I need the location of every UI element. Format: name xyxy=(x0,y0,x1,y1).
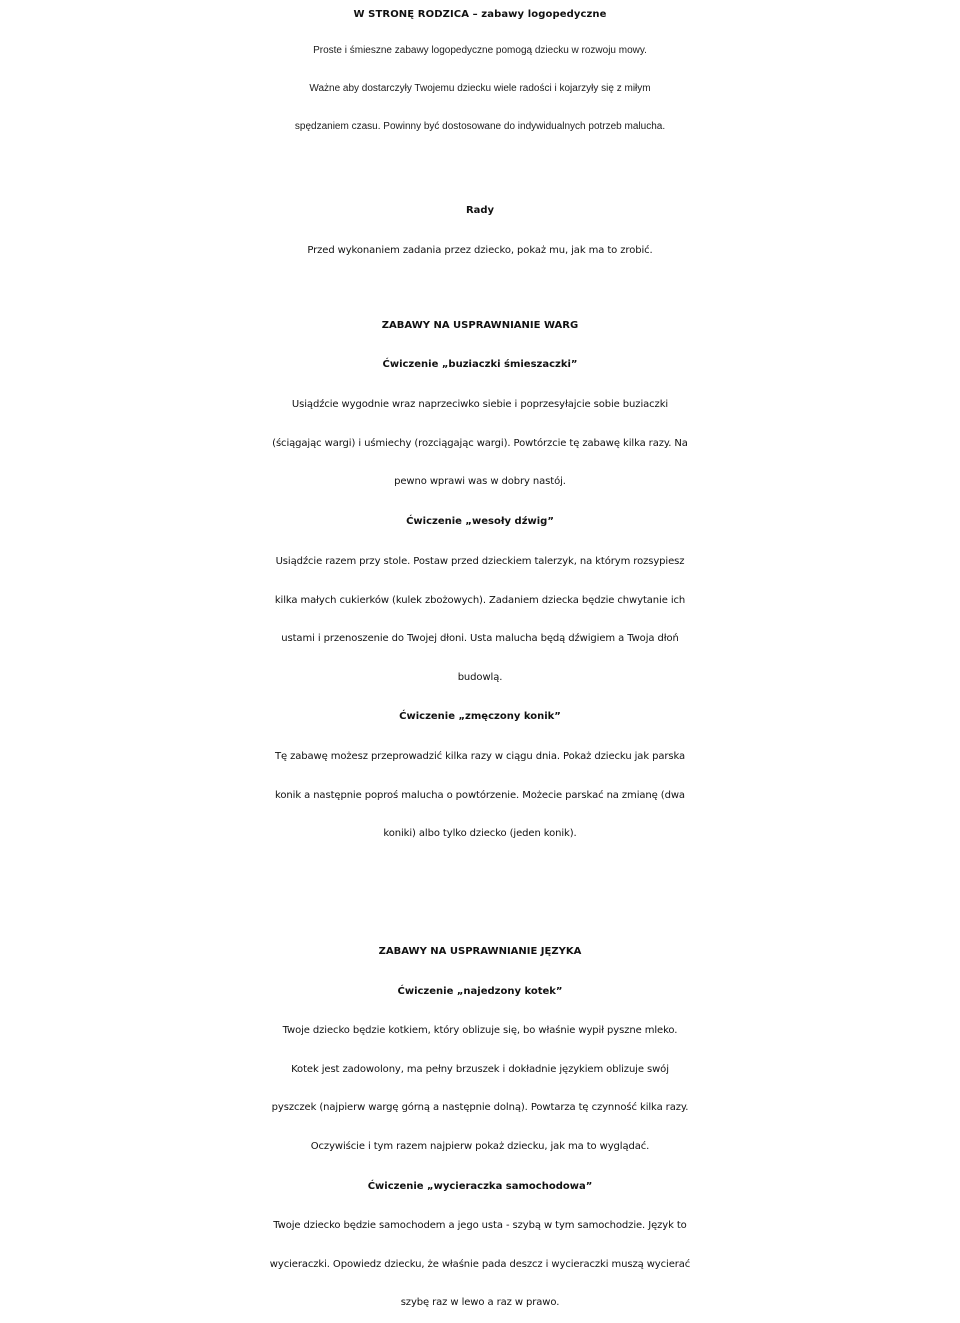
exercise-title-text: Ćwiczenie „wycieraczka samochodowa” xyxy=(367,1181,593,1192)
exercise-text-line: pewno wprawi was w dobry nastój. xyxy=(394,476,566,487)
exercise-text-line: budowlą. xyxy=(457,671,503,683)
intro-paragraph xyxy=(0,32,960,146)
exercise-title-text: Ćwiczenie „buziaczki śmieszaczki” xyxy=(382,359,578,370)
exercise-text-line: Kotek jest zadowolony, ma pełny brzuszek i dokładnie językiem oblizuje swój xyxy=(291,1063,669,1075)
page-title xyxy=(0,0,960,30)
exercise-text-line: Twoje dziecko będzie kotkiem, który oblizuje się, bo właśnie wypił pyszne mleko. xyxy=(282,1025,678,1036)
section-heading-tongue xyxy=(0,933,960,972)
advice-heading xyxy=(0,192,960,231)
exercise-title-text: Ćwiczenie „najedzony kotek” xyxy=(397,986,563,997)
exercise-text-line: szybę raz w lewo a raz w prawo. xyxy=(400,1297,560,1308)
exercise-text-line: Twoje dziecko będzie samochodem a jego usta - szybą w tym samochodzie. Język to xyxy=(273,1220,687,1231)
advice-text xyxy=(0,232,960,271)
exercise-text-dzwig xyxy=(0,543,960,697)
exercise-text-line: Oczywiście i tym razem najpierw pokaż dziecku, jak ma to wyglądać. xyxy=(310,1140,650,1152)
exercise-title-text: Ćwiczenie „wesoły dźwig” xyxy=(406,516,554,527)
exercise-text-line: pyszczek (najpierw wargę górną a następnie dolną). Powtarza tę czynność kilka razy. xyxy=(271,1102,689,1113)
advice-heading-text: Rady xyxy=(465,205,495,216)
page-title-text: W STRONĘ RODZICA – zabawy logopedyczne xyxy=(353,9,607,20)
exercise-title-konik xyxy=(0,698,960,737)
exercise-text-line: konik a następnie poproś malucha o powtórzenie. Możecie parskać na zmianę (dwa xyxy=(275,789,685,801)
section-heading-lips xyxy=(0,307,960,346)
exercise-text-konik xyxy=(0,738,960,854)
exercise-title-text: Ćwiczenie „zmęczony konik” xyxy=(399,711,561,722)
exercise-title-wycieraczka xyxy=(0,1168,960,1207)
advice-text-line: Przed wykonaniem zadania przez dziecko, pokaż mu, jak ma to zrobić. xyxy=(307,245,653,256)
exercise-title-dzwig xyxy=(0,503,960,542)
intro-line: Proste i śmieszne zabawy logopedyczne pomogą dziecku w rozwoju mowy. xyxy=(313,45,647,56)
intro-line: Ważne aby dostarczyły Twojemu dziecku wiele radości i kojarzyły się z miłym xyxy=(309,83,651,94)
exercise-text-line: koniki) albo tylko dziecko (jeden konik). xyxy=(383,828,577,839)
exercise-text-line: (ściągając wargi) i uśmiechy (rozciągając wargi). Powtórzcie tę zabawę kilka razy. Na xyxy=(272,437,688,449)
exercise-text-wycieraczka xyxy=(0,1207,960,1323)
exercise-title-kotek xyxy=(0,973,960,1012)
exercise-text-line: ustami i przenoszenie do Twojej dłoni. Usta malucha będą dźwigiem a Twoja dłoń xyxy=(281,633,679,644)
exercise-text-line: Tę zabawę możesz przeprowadzić kilka razy w ciągu dnia. Pokaż dziecku jak parska xyxy=(274,751,686,762)
exercise-text-kotek xyxy=(0,1012,960,1166)
exercise-text-line: wycieraczki. Opowiedz dziecku, że właśnie pada deszcz i wycieraczki muszą wycierać xyxy=(269,1258,691,1270)
intro-line: spędzaniem czasu. Powinny być dostosowane do indywidualnych potrzeb malucha. xyxy=(294,121,666,132)
exercise-text-buziaczki xyxy=(0,386,960,502)
section-heading-text: ZABAWY NA USPRAWNIANIE WARG xyxy=(381,320,579,331)
exercise-text-line: Usiądźcie razem przy stole. Postaw przed dzieckiem talerzyk, na którym rozsypiesz xyxy=(275,556,685,567)
exercise-title-buziaczki xyxy=(0,346,960,385)
exercise-text-line: Usiądźcie wygodnie wraz naprzeciwko siebie i poprzesyłajcie sobie buziaczki xyxy=(291,399,669,410)
section-heading-text: ZABAWY NA USPRAWNIANIE JĘZYKA xyxy=(378,946,582,957)
exercise-text-line: kilka małych cukierków (kulek zbożowych). Zadaniem dziecka będzie chwytanie ich xyxy=(274,594,686,606)
